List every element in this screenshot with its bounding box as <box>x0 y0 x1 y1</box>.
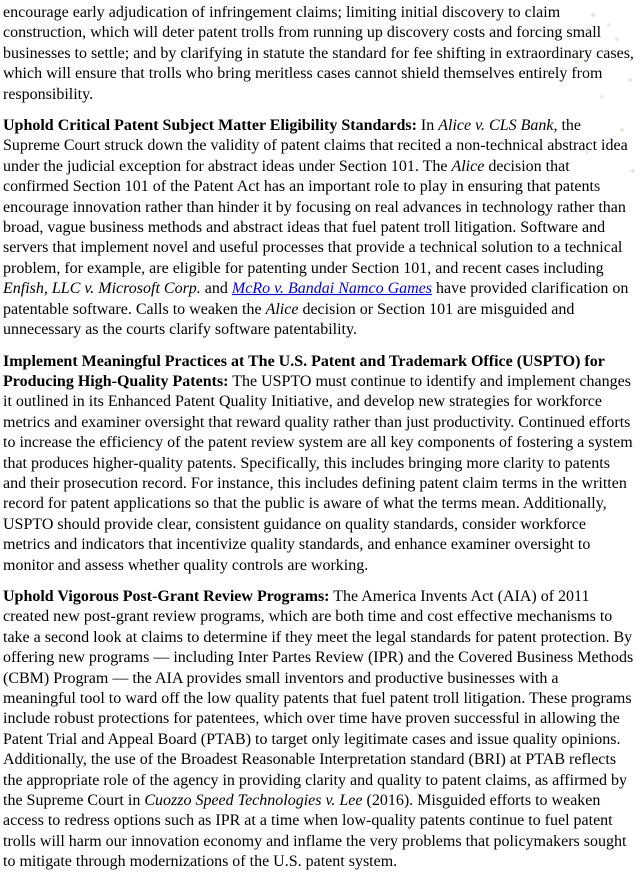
body-text: (2016). Misguided efforts to weaken access to redress options such as IPR at a time when low-quality patents continue to fuel patent trolls will harm our innovation economy and inflame the very problems that policymakers sought to mitigate through modernizations of the U.S. patent system. <box>3 792 627 871</box>
case-citation-alice-v-cls-bank: Alice v. CLS Bank <box>438 117 554 135</box>
section-heading-eligibility-standards: Uphold Critical Patent Subject Matter Eligibility Standards: <box>3 117 417 135</box>
paragraph-post-grant-review <box>3 587 634 873</box>
body-text: The America Invents Act (AIA) of 2011 created new post-grant review programs, which are both time and cost effective mechanisms to take a second look at claims to determine if they meet the legal standards for patent protection. By offering new programs — including Inter Partes Review (IPR) and the Covered Business Methods (CBM) Program — the AIA provides small inventors and productive businesses with a meaningful tool to ward off the low quality patents that fuel patent troll litigation. These programs include robust protections for patentees, which over time have proven successful in allowing the Patent Trial and Appeal Board (PTAB) to target only legitimate cases and issue quality opinions. Additionally, the use of the Broadest Reasonable Interpretation standard (BRI) at PTAB reflects the appropriate role of the agency in providing clarity and quality to patent claims, as affirmed by the Supreme Court in <box>3 587 634 810</box>
paragraph-uspto-quality-practices <box>3 352 634 576</box>
hyperlink-mcro-v-bandai-namco-games[interactable]: McRo v. Bandai Namco Games <box>231 280 433 298</box>
case-citation-enfish-v-microsoft: Enfish, LLC v. Microsoft Corp. <box>3 280 201 298</box>
body-text: encourage early adjudication of infringement claims; limiting initial discovery to claim construction, which will deter patent trolls from running up discovery costs and forcing small businesses to settle; and by clarifying in statute the standard for fee shifting in extraordinary cases, which will ensure that trolls who bring meritless cases cannot shield themselves entirely from responsibility. <box>3 4 634 103</box>
body-text: decision that confirmed Section 101 of the Patent Act has an important role to play in ensuring that patents encourage innovation rather than hinder it by focusing on real advances in technology rather than broad, vague business methods and abstract ideas that fuel patent troll litigation. Software and servers that implement novel and useful processes that provide a technical solution to a technical problem, for example, are eligible for patenting under Section 101, and recent cases including <box>3 157 626 277</box>
case-citation-cuozzo-v-lee: Cuozzo Speed Technologies v. Lee <box>144 792 363 810</box>
section-heading-uspto-quality: Implement Meaningful Practices at The U.S. Patent and Trademark Office (USPTO) for Producing High-Quality Patents: <box>3 352 605 390</box>
body-text: In <box>416 117 439 135</box>
section-heading-post-grant-review: Uphold Vigorous Post-Grant Review Programs: <box>3 587 330 605</box>
body-text: The USPTO must continue to identify and implement changes it outlined in its Enhanced Patent Quality Initiative, and develop new strategies for workforce metrics and examiner oversight that reward quality rather than just productivity. Continued efforts to increase the efficiency of the patent review system are all key components of fostering a system that produces higher-quality patents. Specifically, this includes bringing more clarity to patents and their prosecution record. For instance, this includes defining patent claim terms in the written record for patent applications so that the public is aware of what the terms mean. Additionally, USPTO should provide clear, consistent guidance on quality standards, consider workforce metrics and indicators that incentivize quality standards, and enhance examiner oversight to monitor and assess whether quality controls are working. <box>3 372 633 574</box>
body-text: have provided clarification on patentable software. Calls to weaken the <box>3 280 629 318</box>
body-text: decision or Section 101 are misguided and unnecessary as the courts clarify software patentability. <box>3 300 575 339</box>
case-citation-alice: Alice <box>451 157 485 175</box>
case-citation-alice: Alice <box>265 300 299 318</box>
body-text: and <box>200 280 232 298</box>
paragraph-subject-matter-eligibility <box>3 116 634 340</box>
body-text: , the Supreme Court struck down the validity of patent claims that recited a non-technical abstract idea under the judicial exception for abstract ideas under Section 101. The <box>3 117 628 175</box>
paragraph-fee-shifting-continuation <box>3 3 634 105</box>
